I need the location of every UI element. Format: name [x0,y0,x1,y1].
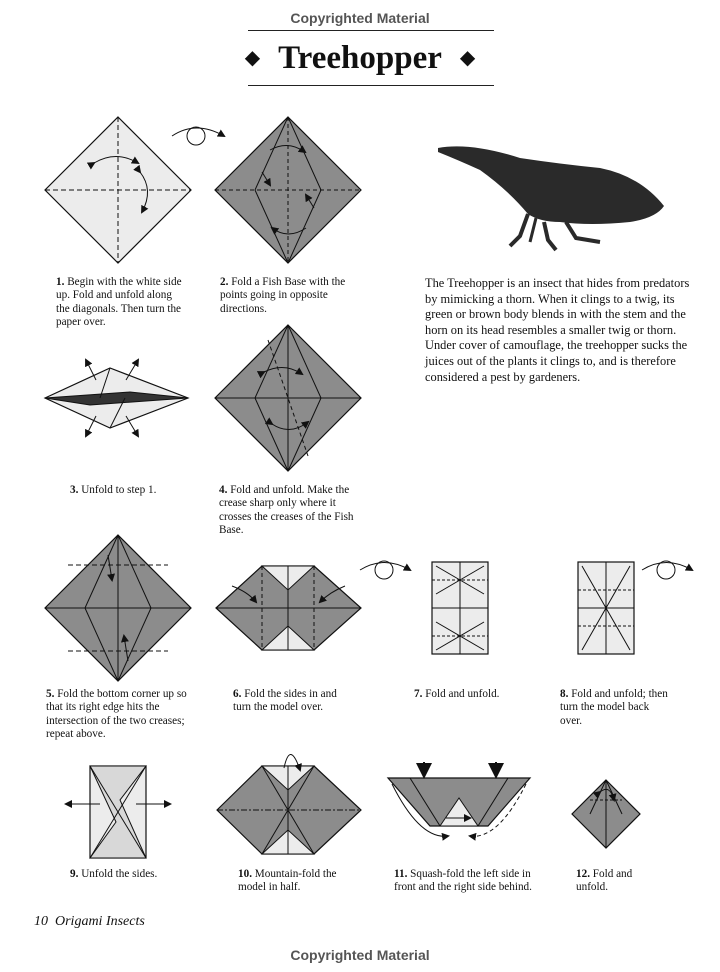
watermark-bottom: Copyrighted Material [290,947,430,963]
step-3-caption: 3. Unfold to step 1. [70,484,157,496]
step-9-diagram [66,766,170,858]
page-number: 10 [34,914,48,929]
step-12-caption: 12. Fold and unfold. [576,868,633,894]
page-title: Treehopper [278,40,442,76]
step-4-caption: 4. Fold and unfold. Make the crease sharp only where it crosses the creases of the Fish Base. [219,484,354,537]
step-2-diagram [215,117,361,263]
book-title: Origami Insects [55,914,145,929]
page-footer [34,914,145,930]
step-5-diagram [45,535,191,681]
step-12-diagram [572,780,640,848]
step-1-caption: 1. Begin with the white side up. Fold and unfold along the diagonals. Then turn the paper over. [56,276,182,329]
step-8-caption: 8. Fold and unfold; then turn the model back over. [560,688,668,727]
step-1-diagram [45,117,191,263]
step-10-diagram [217,754,361,854]
step-10-caption: 10. Mountain-fold the model in half. [238,868,337,894]
step-9-caption: 9. Unfold the sides. [70,868,158,880]
diamond-right-icon: ◆ [459,46,476,69]
step-6-caption: 6. Fold the sides in and turn the model over. [233,688,337,714]
step-11-caption: 11. Squash-fold the left side in front and the right side behind. [394,868,532,894]
step-5-caption: 5. Fold the bottom corner up so that its right edge hits the intersection of the two creases; repeat above. [46,688,187,741]
step-8-diagram [578,561,692,654]
watermark-top: Copyrighted Material [290,10,430,26]
treehopper-description: The Treehopper is an insect that hides from predators by mimicking a thorn. When it clings to a twig, its green or brown body blends in with the stem and the horn on its head resembles a smaller twig or thorn. Under cover of camouflage, the treehopper sucks the juices out of the plants it clings to, and is therefore considered a pest by gardeners. [425,276,690,384]
diamond-left-icon: ◆ [244,46,261,69]
turn-over-icon [172,127,224,145]
step-11-diagram [388,762,530,836]
step-7-diagram [360,561,488,654]
step-3-diagram [45,360,188,436]
step-4-diagram [215,325,361,471]
step-2-caption: 2. Fold a Fish Base with the points going in opposite directions. [220,276,346,315]
treehopper-model-image [438,146,664,250]
step-6-diagram [216,566,361,650]
step-7-caption: 7. Fold and unfold. [414,688,500,700]
